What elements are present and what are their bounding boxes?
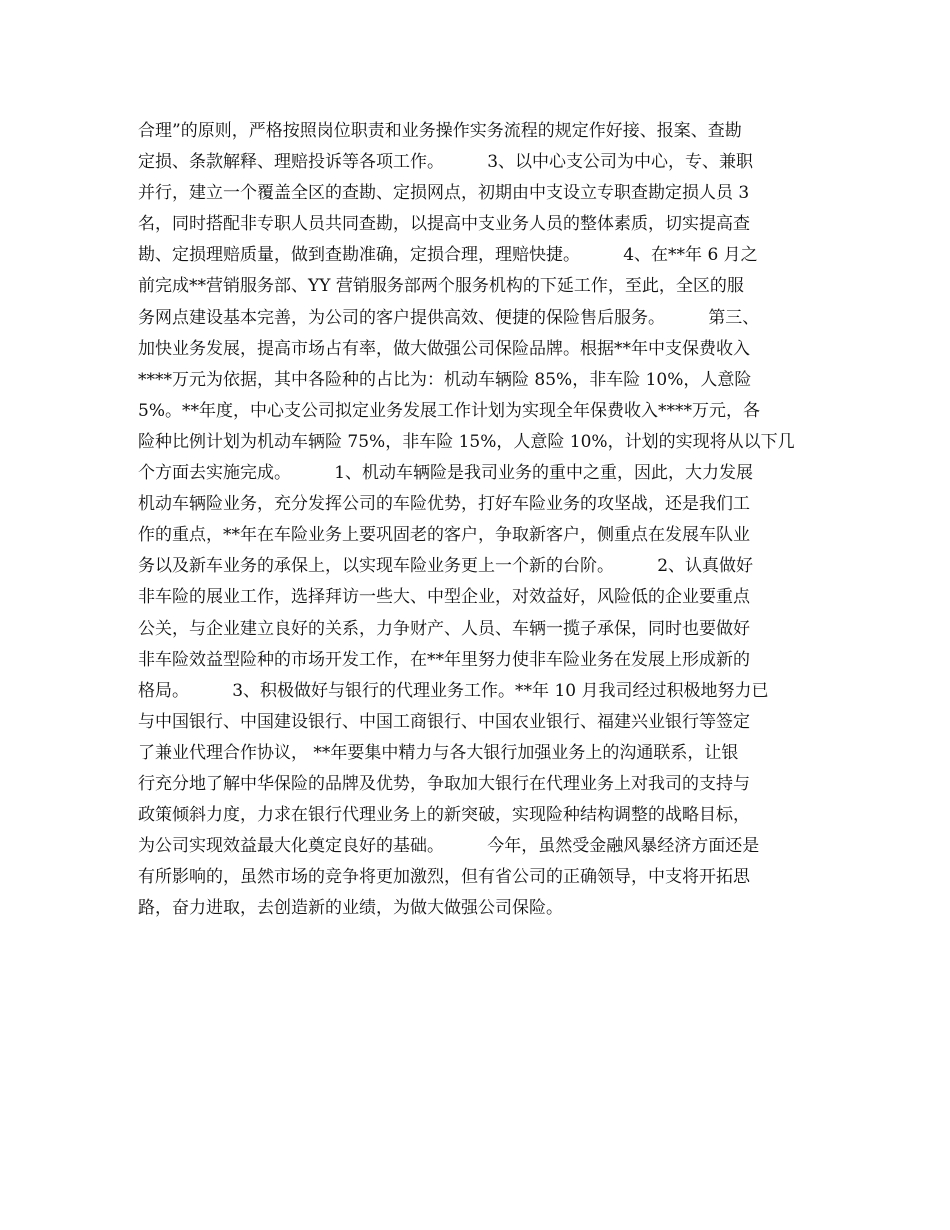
text-line: 路，奋力进取，去创造新的业绩，为做大做强公司保险。 [138, 898, 563, 919]
text-line: 5%。**年度，中心支公司拟定业务发展工作计划为实现全年保费收入****万元，各 [138, 400, 760, 421]
text-line: 定损、条款解释、理赔投诉等各项工作。 3、以中心支公司为中心，专、兼职 [138, 152, 754, 173]
text-line: 格局。 3、积极做好与银行的代理业务工作。**年 10 月我司经过积极地努力已 [138, 680, 769, 701]
text-line: 合理”的原则，严格按照岗位职责和业务操作实务流程的规定作好接、报案、查勘 [138, 121, 742, 141]
text-line: 名，同时搭配非专职人员共同查勘，以提高中支业务人员的整体素质，切实提高查 [138, 214, 750, 235]
text-line: 个方面去实施完成。 1、机动车辆险是我司业务的重中之重，因此，大力发展 [138, 463, 754, 484]
text-line: 机动车辆险业务，充分发挥公司的车险优势，打好车险业务的攻坚战，还是我们工 [138, 494, 750, 515]
body-text [138, 116, 818, 924]
text-line: ****万元为依据，其中各险种的占比为：机动车辆险 85%，非车险 10%，人意险 [138, 369, 752, 390]
text-line: 非车险的展业工作，选择拜访一些大、中型企业，对效益好，风险低的企业要重点 [138, 587, 750, 608]
text-line: 作的重点，**年在车险业务上要巩固老的客户，争取新客户，侧重点在发展车队业 [138, 525, 750, 546]
text-line: 前完成**营销服务部、YY 营销服务部两个服务机构的下延工作，至此，全区的服 [138, 276, 744, 297]
text-line: 公关，与企业建立良好的关系，力争财产、人员、车辆一揽子承保，同时也要做好 [138, 618, 750, 639]
text-line: 并行，建立一个覆盖全区的查勘、定损网点，初期由中支设立专职查勘定损人员 3 [138, 183, 750, 204]
text-line: 有所影响的，虽然市场的竞争将更加激烈，但有省公司的正确领导，中支将开拓思 [138, 867, 750, 888]
text-line: 加快业务发展，提高市场占有率，做大做强公司保险品牌。根据**年中支保费收入 [138, 338, 750, 359]
text-line: 行充分地了解中华保险的品牌及优势，争取加大银行在代理业务上对我司的支持与 [138, 773, 750, 794]
text-line: 务以及新车业务的承保上，以实现车险业务更上一个新的台阶。 2、认真做好 [138, 556, 754, 577]
text-line: 为公司实现效益最大化奠定良好的基础。 今年，虽然受金融风暴经济方面还是 [138, 836, 760, 857]
text-line: 政策倾斜力度，力求在银行代理业务上的新突破，实现险种结构调整的战略目标， [138, 805, 750, 826]
text-line: 非车险效益型险种的市场开发工作，在**年里努力使非车险业务在发展上形成新的 [138, 649, 750, 670]
text-line: 与中国银行、中国建设银行、中国工商银行、中国农业银行、福建兴业银行等签定 [138, 711, 750, 732]
text-line: 务网点建设基本完善，为公司的客户提供高效、便捷的保险售后服务。 第三、 [138, 307, 760, 328]
text-line: 了兼业代理合作协议， **年要集中精力与各大银行加强业务上的沟通联系，让银 [138, 742, 739, 763]
text-line: 勘、定损理赔质量，做到查勘准确，定损合理，理赔快捷。 4、在**年 6 月之 [138, 245, 758, 266]
text-line: 险种比例计划为机动车辆险 75%，非车险 15%，人意险 10%，计划的实现将从以下几 [138, 431, 795, 452]
